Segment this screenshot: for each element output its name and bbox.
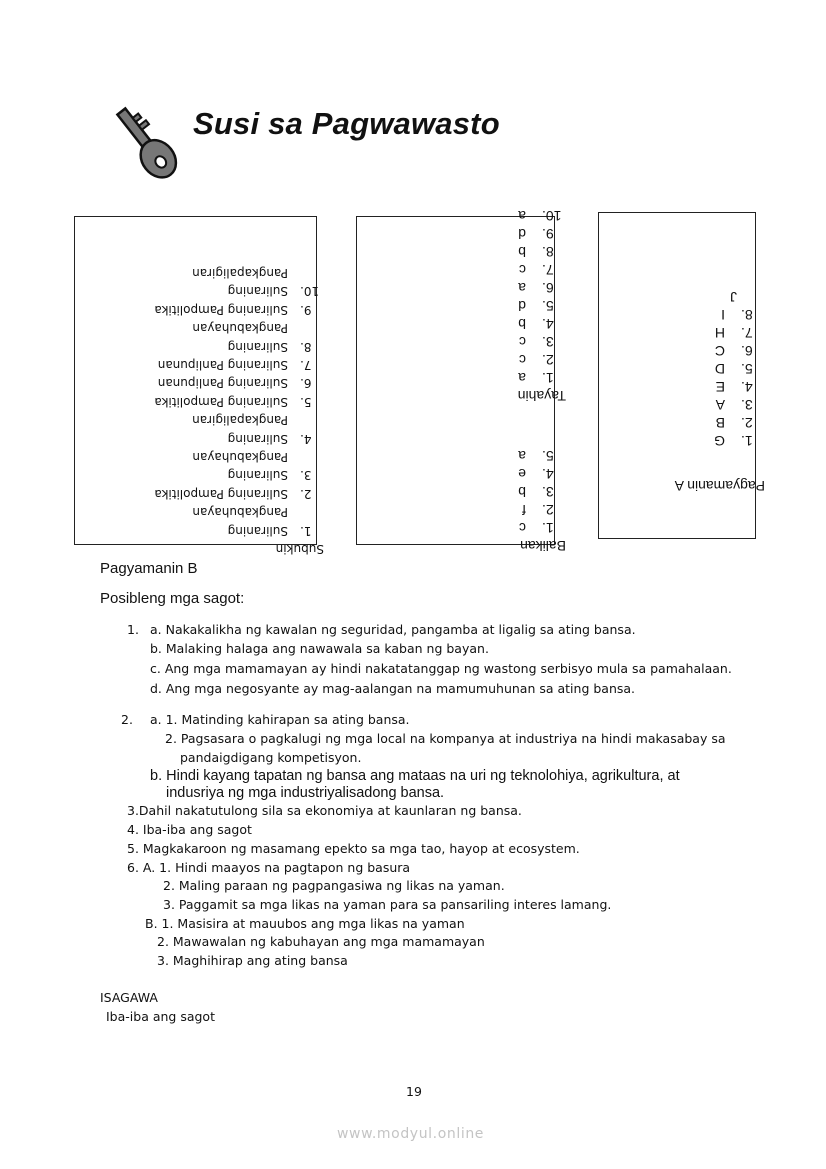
pagyamanin-a-item-answer: G bbox=[714, 433, 725, 449]
tayahin-item-number: 6. bbox=[542, 280, 554, 296]
tayahin-item-answer: c bbox=[519, 352, 526, 368]
balikan-item bbox=[518, 447, 566, 465]
subukin-item-line2: Pangkapaligiran bbox=[192, 413, 288, 428]
q1-answer-a: a. Nakakalikha ng kawalan ng seguridad, pangamba at ligalig sa ating bansa. bbox=[150, 622, 636, 637]
subukin-item bbox=[154, 337, 324, 355]
subukin-item-line2: Pangkabuhayan bbox=[192, 505, 288, 520]
subukin-item bbox=[154, 356, 324, 374]
balikan-item-number: 3. bbox=[542, 484, 554, 500]
watermark: www.modyul.online bbox=[337, 1126, 485, 1142]
subukin-item-line1: Suliraning Panlipunan bbox=[157, 376, 288, 391]
subukin-item bbox=[154, 374, 324, 392]
tayahin-item bbox=[518, 315, 566, 333]
balikan-item-answer: b bbox=[518, 484, 526, 500]
subukin-item-line1: Suliraning bbox=[227, 468, 288, 483]
q1-answer-d: d. Ang mga negosyante ay mag-aalangan na mamumuhunan sa ating bansa. bbox=[150, 681, 636, 696]
tayahin-item-answer: d bbox=[518, 226, 526, 242]
pagyamanin-a-item bbox=[675, 360, 765, 378]
subukin-item bbox=[154, 392, 324, 410]
pagyamanin-a-item bbox=[675, 396, 765, 414]
pagyamanin-a-item-answer: C bbox=[714, 343, 725, 359]
isagawa-answer: Iba-iba ang sagot bbox=[106, 1009, 215, 1024]
balikan-item bbox=[518, 465, 566, 483]
subukin-item-number: 5. bbox=[300, 394, 312, 409]
tayahin-item-number: 10. bbox=[542, 208, 562, 224]
pagyamanin-a-list bbox=[675, 306, 765, 450]
q6-b2: 2. Mawawalan ng kabuhayan ang mga mamamayan bbox=[157, 934, 485, 949]
page-title: Susi sa Pagwawasto bbox=[193, 106, 500, 141]
q6-b1: B. 1. Masisira at mauubos ang mga likas na yaman bbox=[145, 916, 465, 931]
pagyamanin-b-heading: Pagyamanin B bbox=[100, 560, 198, 577]
pagyamanin-a-item-answer: H bbox=[714, 325, 725, 341]
pagyamanin-a-item-number: 5. bbox=[741, 361, 753, 377]
subukin-item-cont bbox=[154, 411, 324, 429]
pagyamanin-a-heading: Pagyamanin A bbox=[674, 478, 765, 494]
subukin-item bbox=[154, 484, 324, 502]
subukin-item-line2: Pangkabuhayan bbox=[192, 449, 288, 464]
subukin-item-cont bbox=[154, 264, 324, 282]
pagyamanin-a-item bbox=[675, 342, 765, 360]
subukin-item-line1: Suliraning Pampolitika bbox=[154, 302, 288, 317]
subukin-item-line2: Pangkabuhayan bbox=[192, 321, 288, 336]
pagyamanin-a-item-answer: A bbox=[715, 397, 725, 413]
subukin-item-line1: Suliraning Pampolitika bbox=[154, 394, 288, 409]
isagawa-heading: ISAGAWA bbox=[100, 990, 158, 1005]
subukin-item-line1: Suliraning Pampolitika bbox=[154, 486, 288, 501]
pagyamanin-a-item-number: 2. bbox=[741, 415, 753, 431]
q1-number: 1. bbox=[127, 622, 139, 637]
pagyamanin-a-item bbox=[675, 378, 765, 396]
pagyamanin-a-extra: J bbox=[730, 289, 737, 305]
tayahin-item-answer: a bbox=[518, 280, 526, 296]
pagyamanin-a-item-answer: E bbox=[715, 379, 725, 395]
subukin-item bbox=[154, 466, 324, 484]
subukin-item bbox=[154, 429, 324, 447]
balikan-item-number: 2. bbox=[542, 502, 554, 518]
subukin-box bbox=[74, 216, 324, 556]
balikan-tayahin-box bbox=[356, 208, 566, 554]
balikan-item bbox=[518, 501, 566, 519]
balikan-item bbox=[518, 519, 566, 537]
tayahin-item-answer: a bbox=[518, 208, 526, 224]
q2-answer-b-line1: b. Hindi kayang tapatan ng bansa ang mataas na uri ng teknolohiya, agrikultura, at bbox=[150, 768, 680, 784]
pagyamanin-a-item bbox=[675, 306, 765, 324]
q4-answer: 4. Iba-iba ang sagot bbox=[127, 822, 252, 837]
tayahin-item bbox=[518, 297, 566, 315]
subukin-item-line1: Suliraning bbox=[227, 523, 288, 538]
tayahin-item-number: 9. bbox=[542, 226, 554, 242]
q5-answer: 5. Magkakaroon ng masamang epekto sa mga tao, hayop at ecosystem. bbox=[127, 841, 580, 856]
subukin-item-line2: Pangkapaligiran bbox=[192, 265, 288, 280]
q1-answer-c: c. Ang mga mamamayan ay hindi nakatatanggap ng wastong serbisyo mula sa pamahalaan. bbox=[150, 661, 732, 676]
tayahin-heading: Tayahin bbox=[517, 388, 566, 404]
subukin-item-line1: Suliraning bbox=[227, 284, 288, 299]
subukin-heading: Subukin bbox=[275, 542, 324, 556]
subukin-item-line1: Suliraning Panlipunan bbox=[157, 357, 288, 372]
subukin-item-line1: Suliraning bbox=[227, 431, 288, 446]
subukin-item bbox=[154, 300, 324, 318]
subukin-item-number: 10. bbox=[300, 284, 320, 299]
q6-a1: 6. A. 1. Hindi maayos na pagtapon ng basura bbox=[127, 860, 411, 875]
pagyamanin-a-item bbox=[675, 414, 765, 432]
subukin-item-number: 7. bbox=[300, 357, 312, 372]
tayahin-item-answer: c bbox=[519, 262, 526, 278]
balikan-item-answer: e bbox=[518, 466, 526, 482]
tayahin-item bbox=[518, 243, 566, 261]
q6-a3: 3. Paggamit sa mga likas na yaman para sa pansariling interes lamang. bbox=[163, 897, 612, 912]
q2-number: 2. bbox=[121, 712, 133, 727]
tayahin-item bbox=[518, 207, 566, 225]
subukin-item-number: 3. bbox=[300, 468, 312, 483]
pagyamanin-a-item bbox=[675, 432, 765, 450]
balikan-item-answer: f bbox=[522, 502, 526, 518]
subukin-item-number: 6. bbox=[300, 376, 312, 391]
page-number: 19 bbox=[406, 1084, 422, 1099]
pagyamanin-a-item-number: 8. bbox=[741, 307, 753, 323]
subukin-item-number: 4. bbox=[300, 431, 312, 446]
subukin-item-number: 2. bbox=[300, 486, 312, 501]
pagyamanin-a-item-number: 1. bbox=[741, 433, 753, 449]
tayahin-item-number: 4. bbox=[542, 316, 554, 332]
tayahin-item-answer: c bbox=[519, 334, 526, 350]
tayahin-item bbox=[518, 351, 566, 369]
q2-answer-b-line2: indusriya ng mga industriyalisadong bansa. bbox=[166, 785, 445, 801]
tayahin-item-answer: b bbox=[518, 244, 526, 260]
tayahin-item-number: 8. bbox=[542, 244, 554, 260]
tayahin-item-answer: b bbox=[518, 316, 526, 332]
subukin-item-number: 1. bbox=[300, 523, 312, 538]
q6-a2: 2. Maling paraan ng pagpangasiwa ng likas na yaman. bbox=[163, 878, 505, 893]
balikan-list bbox=[518, 447, 566, 537]
q2-answer-a2-line1: 2. Pagsasara o pagkalugi ng mga local na kompanya at industriya na hindi makasabay sa bbox=[165, 731, 726, 746]
subukin-item bbox=[154, 521, 324, 539]
pagyamanin-a-item bbox=[675, 324, 765, 342]
subukin-list bbox=[154, 264, 324, 540]
tayahin-item-answer: d bbox=[518, 298, 526, 314]
balikan-heading: Balikan bbox=[520, 538, 566, 554]
q6-b3: 3. Maghihirap ang ating bansa bbox=[157, 953, 348, 968]
q2-answer-a2-line2: pandaigdigang kompetisyon. bbox=[180, 750, 362, 765]
pagyamanin-a-item-answer: B bbox=[715, 415, 725, 431]
pagyamanin-a-item-answer: I bbox=[721, 307, 725, 323]
pagyamanin-a-item-answer: D bbox=[714, 361, 725, 377]
tayahin-item-number: 1. bbox=[542, 370, 554, 386]
tayahin-item-number: 5. bbox=[542, 298, 554, 314]
tayahin-item-answer: a bbox=[518, 370, 526, 386]
balikan-item-number: 5. bbox=[542, 448, 554, 464]
subukin-item-number: 8. bbox=[300, 339, 312, 354]
balikan-item-number: 4. bbox=[542, 466, 554, 482]
tayahin-item bbox=[518, 279, 566, 297]
subukin-item-number: 9. bbox=[300, 302, 312, 317]
subukin-item-cont bbox=[154, 503, 324, 521]
subukin-item-line1: Suliraning bbox=[227, 339, 288, 354]
balikan-item bbox=[518, 483, 566, 501]
balikan-item-number: 1. bbox=[542, 520, 554, 536]
tayahin-item-number: 3. bbox=[542, 334, 554, 350]
tayahin-item bbox=[518, 369, 566, 387]
subukin-item-cont bbox=[154, 319, 324, 337]
tayahin-item bbox=[518, 225, 566, 243]
tayahin-list bbox=[518, 207, 566, 387]
tayahin-item-number: 7. bbox=[542, 262, 554, 278]
pagyamanin-a-box bbox=[598, 212, 765, 539]
tayahin-item bbox=[518, 333, 566, 351]
q2-answer-a1: a. 1. Matinding kahirapan sa ating bansa. bbox=[150, 712, 410, 727]
tayahin-item-number: 2. bbox=[542, 352, 554, 368]
key-icon bbox=[112, 100, 184, 188]
pagyamanin-a-item-number: 7. bbox=[741, 325, 753, 341]
q1-answer-b: b. Malaking halaga ang nawawala sa kaban ng bayan. bbox=[150, 641, 489, 656]
balikan-item-answer: a bbox=[518, 448, 526, 464]
balikan-item-answer: c bbox=[519, 520, 526, 536]
pagyamanin-a-item-number: 6. bbox=[741, 343, 753, 359]
pagyamanin-a-item-number: 4. bbox=[741, 379, 753, 395]
pagyamanin-a-item-number: 3. bbox=[741, 397, 753, 413]
q3-answer: 3.Dahil nakatutulong sila sa ekonomiya at kaunlaran ng bansa. bbox=[127, 803, 522, 818]
subukin-item-cont bbox=[154, 448, 324, 466]
subukin-item bbox=[154, 282, 324, 300]
tayahin-item bbox=[518, 261, 566, 279]
pagyamanin-b-subheading: Posibleng mga sagot: bbox=[100, 590, 245, 607]
